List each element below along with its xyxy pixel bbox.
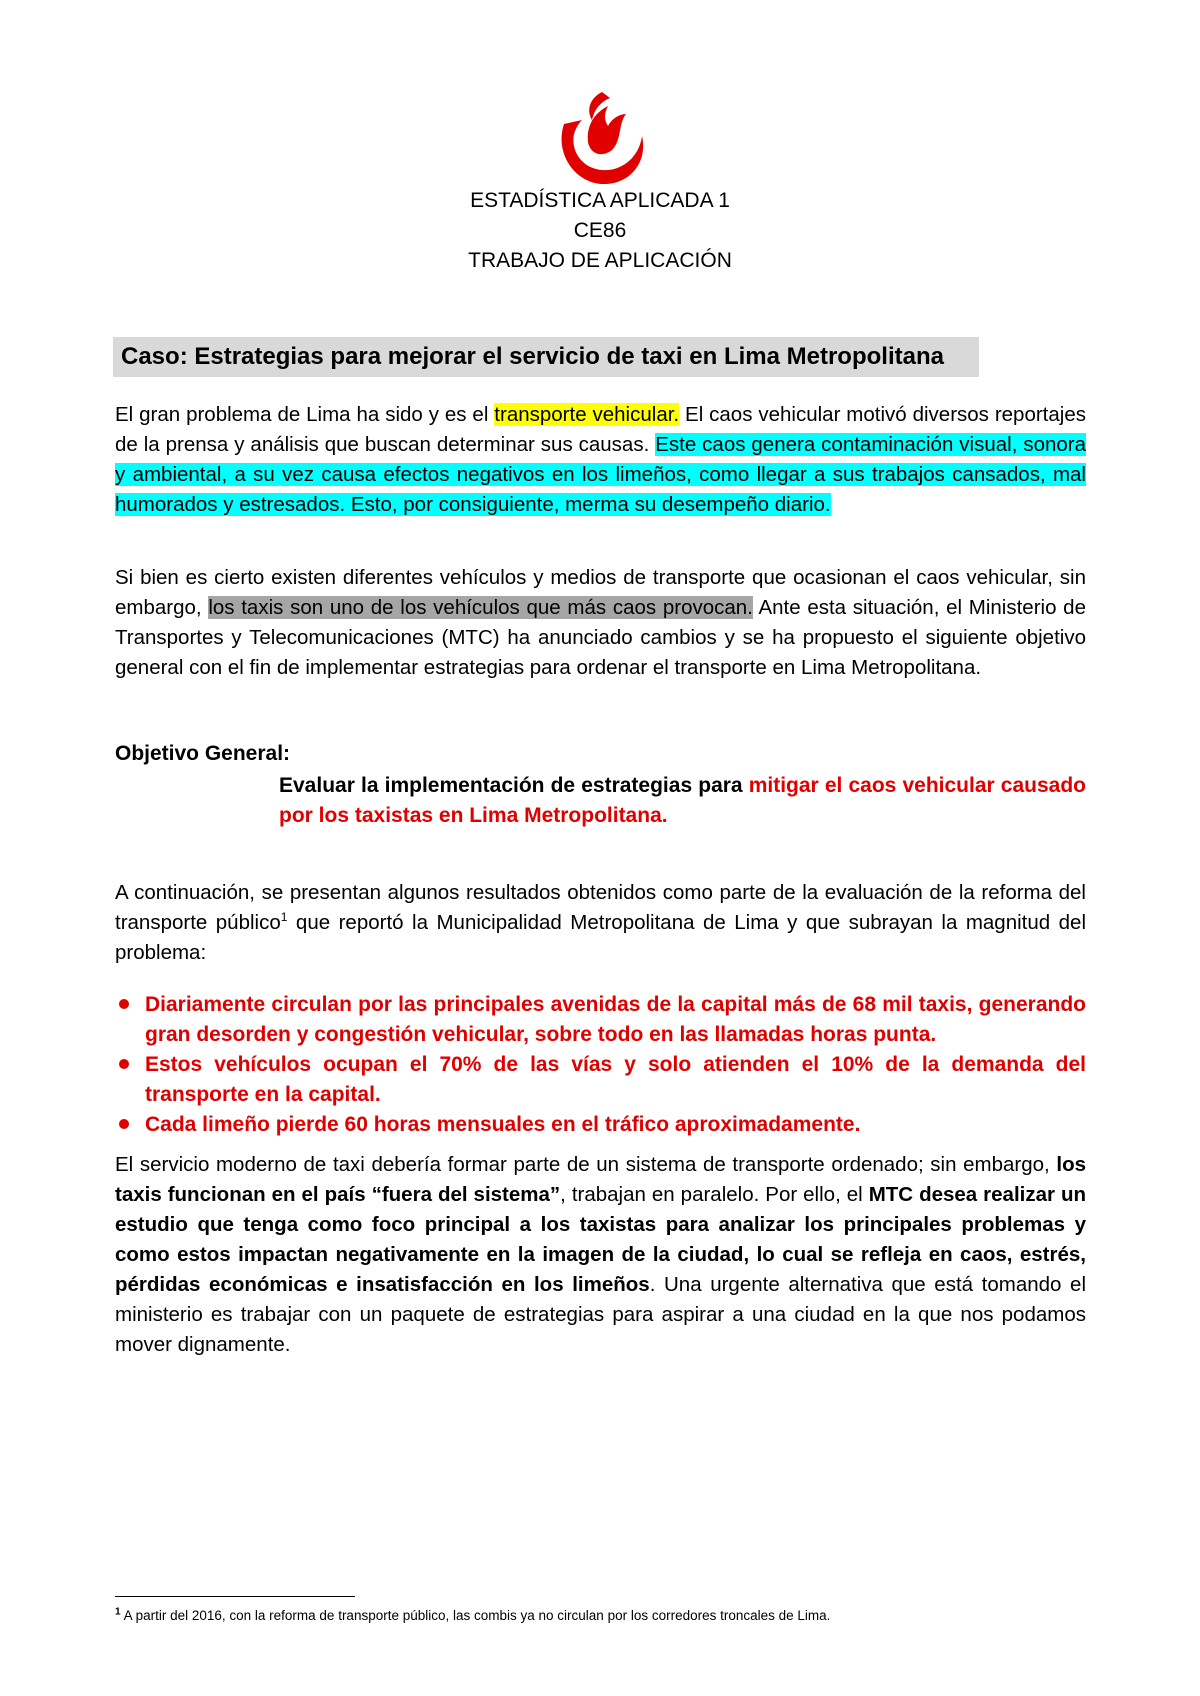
bullet-icon (119, 999, 129, 1009)
course-name: ESTADÍSTICA APLICADA 1 (470, 189, 730, 212)
results-list (115, 990, 1086, 1140)
paragraph-taxis: Si bien es cierto existen diferentes vehículos y medios de transporte que ocasionan el caos vehicular, sin embargo, los taxis son uno de los vehículos que más caos provocan. Ante esta situación, el Ministerio de Transportes y Telecomunicaciones (MTC) ha anunciado cambios y se ha propuesto el siguiente objetivo general con el fin de implementar estrategias para ordenar el transporte en Lima Metropolitana. (115, 566, 1086, 679)
bullet-icon (119, 1119, 129, 1129)
bullet-icon (119, 1059, 129, 1069)
footnote-separator (115, 1596, 355, 1597)
list-item: Diariamente circulan por las principales avenidas de la capital más de 68 mil taxis, generando gran desorden y congestión vehicular, sobre todo en las llamadas horas punta. (115, 990, 1086, 1050)
footnote: $^1$ A partir del 2016, con la reforma de transporte público, las combis ya no circulan por los corredores troncales de Lima. (115, 1606, 831, 1623)
document-title (0, 186, 1200, 276)
assignment-title: TRABAJO DE APLICACIÓN (468, 249, 732, 272)
highlight-taxis: los taxis son uno de los vehículos que más caos provocan. (208, 596, 753, 619)
paragraph-conclusion: El servicio moderno de taxi debería formar parte de un sistema de transporte ordenado; sin embargo, los taxis funcionan en el país “fuera del sistema”, trabajan en paralelo. Por ello, el MTC desea realizar un estudio que tenga como foco principal a los taxistas para analizar los principales problemas y como estos impactan negativamente en la imagen de la ciudad, lo cual se refleja en caos, estrés, pérdidas económicas e insatisfacción en los limeños. Una urgente alternativa que está tomando el ministerio es trabajar con un paquete de estrategias para aspirar a una ciudad en la que nos podamos mover dignamente. (115, 1153, 1086, 1356)
objective-text: Evaluar la implementación de estrategias para mitigar el caos vehicular causado por los taxistas en Lima Metropolitana. (279, 774, 1086, 827)
footnote-ref[interactable]: 1 (280, 910, 288, 925)
highlight-transport: transporte vehicular. (494, 403, 680, 426)
list-item: Estos vehículos ocupan el 70% de las vías y solo atienden el 10% de la demanda del transporte en la capital. (115, 1050, 1086, 1110)
case-heading: Caso: Estrategias para mejorar el servicio de taxi en Lima Metropolitana (113, 337, 979, 377)
paragraph-results: A continuación, se presentan algunos resultados obtenidos como parte de la evaluación de la reforma del transporte público$^1$ que reportó la Municipalidad Metropolitana de Lima y que subrayan la magnitud del problema: (115, 881, 1086, 964)
course-code: CE86 (573, 219, 627, 242)
upc-logo (546, 84, 656, 194)
highlight-effects: Este caos genera contaminación visual, sonora y ambiental, a su vez causa efectos negativos en los limeños, como llegar a sus trabajos cansados, mal humorados y estresados. Esto, por consiguiente, merma su desempeño diario. (115, 433, 1087, 516)
objective-label: Objetivo General: (115, 742, 291, 765)
paragraph-intro: El gran problema de Lima ha sido y es el transporte vehicular. El caos vehicular motivó diversos reportajes de la prensa y análisis que buscan determinar sus causas. Este caos genera contaminación visual, sonora y ambiental, a su vez causa efectos negativos en los limeños, como llegar a sus trabajos cansados, mal humorados y estresados. Esto, por consiguiente, merma su desempeño diario. (115, 403, 1087, 516)
list-item: Cada limeño pierde 60 horas mensuales en el tráfico aproximadamente. (115, 1110, 1086, 1140)
